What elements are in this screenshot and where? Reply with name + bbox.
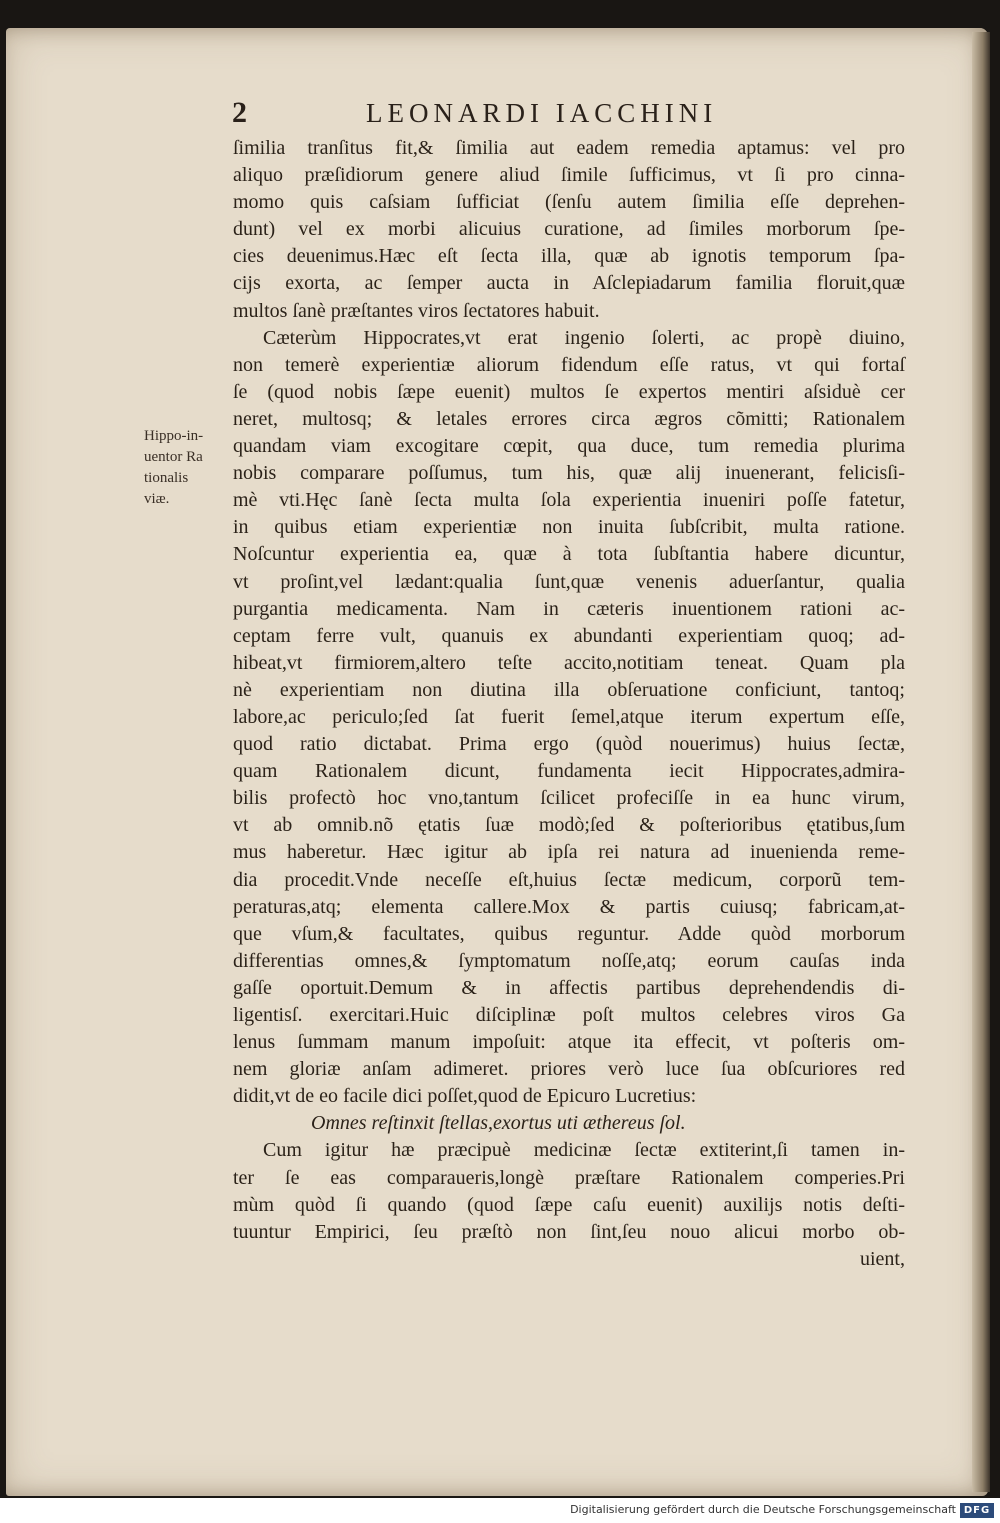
digitization-footer <box>0 1498 1000 1523</box>
text-line: ſimilia tranſitus fit,& ſimilia aut eadem remedia aptamus: vel pro <box>233 137 905 159</box>
marginal-note-line: Hippo-in- <box>144 428 204 444</box>
text-line: bilis profectò hoc vno,tantum ſcilicet profeciſſe in ea hunc virum, <box>233 787 905 810</box>
text-line: cijs exorta, ac ſemper aucta in Aſclepiadarum familia floruit,quæ <box>233 272 905 295</box>
text-line: multos ſanè præſtantes viros ſectatores habuit. <box>233 299 600 322</box>
text-line: hibeat,vt firmiorem,altero teſte accito,notitiam teneat. Quam pla <box>233 651 905 674</box>
text-line: didit,vt de eo facile dici poſſet,quod de Epicuro Lucretius: <box>233 1085 697 1108</box>
text-line: quandam viam excogitare cœpit, qua duce, tum remedia plurima <box>233 435 905 458</box>
running-head: LEONARDI IACCHINI <box>366 98 718 128</box>
text-line: vt proſint,vel lædant:qualia ſunt,quæ venenis aduerſantur, qualia <box>233 570 905 593</box>
text-line: mè vti.Hęc ſanè ſecta multa ſola experientia inueniri poſſe fatetur, <box>233 489 905 512</box>
page-header <box>232 96 882 130</box>
text-line: gaſſe oportuit.Demum & in affectis partibus deprehendendis di- <box>233 976 905 999</box>
text-line: nè experientiam non diutina illa obſeruatione conficiunt, tantoq; <box>233 678 905 701</box>
marginal-note <box>144 426 229 510</box>
text-line: neret, multosq; & letales errores circa ægros cõmitti; Rationalem <box>233 407 905 430</box>
text-line: Cæterùm Hippocrates,vt erat ingenio ſolerti, ac propè diuino, <box>263 326 905 349</box>
text-line: lenus ſummam manum impoſuit: atque ita effecit, vt poſteris om- <box>233 1031 905 1054</box>
text-line: ceptam ferre vult, quanuis ex abundanti experientiam quoq; ad- <box>233 624 905 647</box>
text-line: ligentisſ. exercitari.Huic diſciplinæ poſt multos celebres viros Ga <box>233 1004 905 1026</box>
text-line: que vſum,& facultates, quibus reguntur. Adde quòd morborum <box>233 922 905 945</box>
text-line: dunt) vel ex morbi alicuius curatione, ad ſimiles morborum ſpe- <box>233 218 905 241</box>
text-line: cies deuenimus.Hæc eſt ſecta illa, quæ ab ignotis temporum ſpa- <box>233 245 905 268</box>
text-line: mùm quòd ſi quando (quod ſæpe caſu euenit) auxilijs notis deſti- <box>233 1193 905 1216</box>
text-line: ſe (quod nobis ſæpe euenit) multos ſe expertos mentiri aſsiduè cer <box>233 380 905 403</box>
body-text <box>233 135 905 1273</box>
dfg-logo: DFG <box>960 1503 994 1518</box>
marginal-note-line: uentor Ra <box>144 449 203 465</box>
page-number: 2 <box>232 96 247 129</box>
text-line: dia procedit.Vnde neceſſe eſt,huius ſectæ medicum, corporũ tem- <box>233 868 905 891</box>
funding-credit: Digitalisierung gefördert durch die Deutsche Forschungsgemeinschaft <box>570 1503 956 1516</box>
marginal-note-line: tionalis <box>144 470 189 486</box>
text-line: aliquo præſidiorum genere aliud ſimile ſufficimus, vt ſi pro cinna- <box>233 164 905 187</box>
text-line: Cum igitur hæ præcipuè medicinæ ſectæ extiterint,ſi tamen in- <box>263 1139 905 1162</box>
text-line: quod ratio dictabat. Prima ergo (quòd nouerimus) huius ſectæ, <box>233 733 905 756</box>
text-line: vt ab omnib.nõ ętatis ſuæ modò;ſed & poſterioribus ętatibus,ſum <box>233 814 905 837</box>
text-line: quam Rationalem dicunt, fundamenta iecit Hippocrates,admira- <box>233 760 905 783</box>
text-line: peraturas,atq; elementa callere.Mox & partis cuiusq; fabricam,at- <box>233 895 905 918</box>
text-line: in quibus etiam experientiæ non inuita ſubſcribit, multa ratione. <box>233 516 905 539</box>
text-line: purgantia medicamenta. Nam in cæteris inuentionem rationi ac- <box>233 597 905 620</box>
text-line: Noſcuntur experientia ea, quæ à tota ſubſtantia habere dicuntur, <box>233 543 905 566</box>
verse-quotation: Omnes reſtinxit ſtellas,exortus uti æthereus ſol. <box>311 1112 686 1135</box>
catchword: uient, <box>860 1247 905 1270</box>
text-line: momo quis caſsiam ſufficiat (ſenſu autem ſimilia eſſe deprehen- <box>233 191 905 214</box>
text-line: mus haberetur. Hæc igitur ab ipſa rei natura ad inuenienda reme- <box>233 841 905 864</box>
text-line: differentias omnes,& ſymptomatum noſſe,atq; eorum cauſas inda <box>233 949 905 972</box>
page-fore-edge <box>972 32 990 1492</box>
text-line: nem gloriæ anſam adimeret. priores verò luce ſua obſcuriores red <box>233 1058 905 1081</box>
text-line: non temerè experientiæ aliorum fidendum eſſe ratus, vt qui fortaſ <box>233 353 905 376</box>
text-line: labore,ac periculo;ſed ſat fuerit ſemel,atque iterum expertum eſſe, <box>233 705 905 728</box>
text-line: ter ſe eas comparaueris,longè præſtare Rationalem comperies.Pri <box>233 1166 905 1189</box>
text-line: nobis comparare poſſumus, tum his, quæ alij inuenerant, felicisſi- <box>233 462 905 485</box>
marginal-note-line: viæ. <box>144 491 170 507</box>
text-line: tuuntur Empirici, ſeu præſtò non ſint,ſeu nouo alicui morbo ob- <box>233 1220 905 1243</box>
